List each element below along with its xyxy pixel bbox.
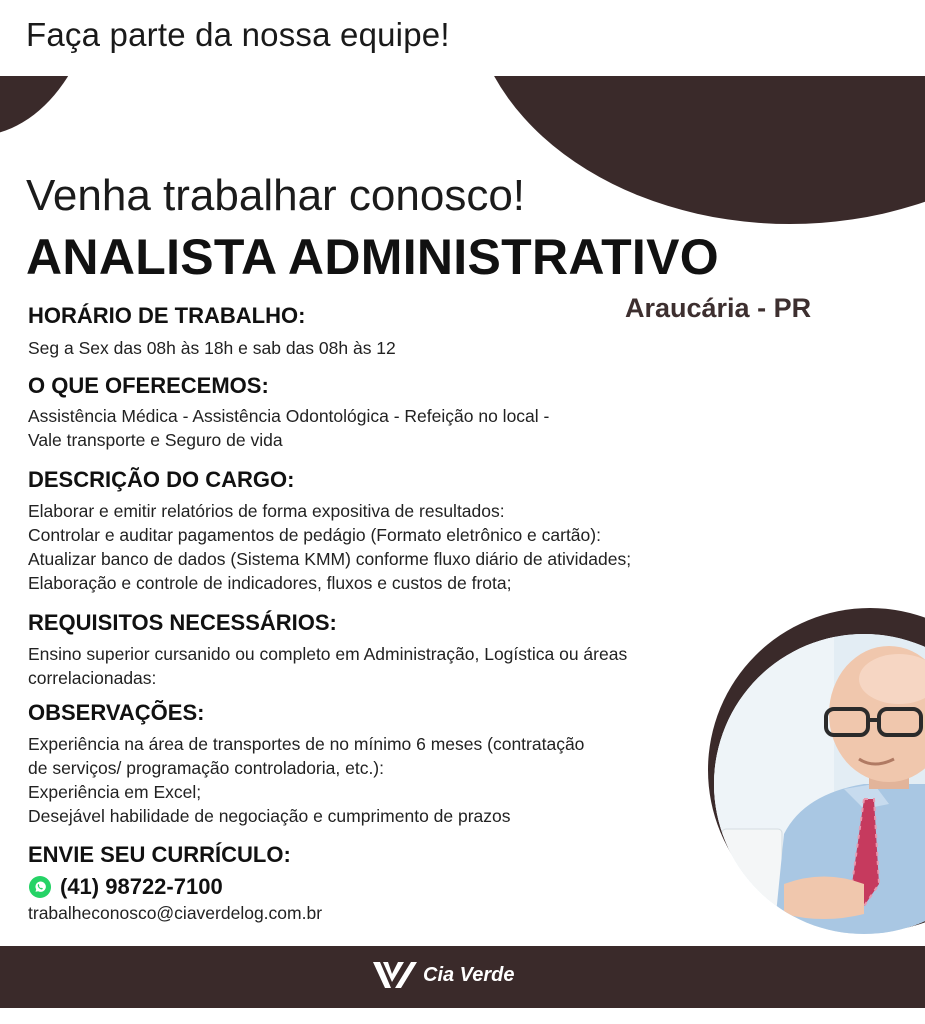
oferecemos-heading: O QUE OFERECEMOS: xyxy=(28,373,269,398)
contact-heading: ENVIE SEU CURRÍCULO: xyxy=(28,842,291,867)
descricao-heading: DESCRIÇÃO DO CARGO: xyxy=(28,467,295,492)
job-poster xyxy=(0,76,925,1024)
horario-line: Seg a Sex das 08h às 18h e sab das 08h às 12 xyxy=(28,338,396,358)
cia-verde-logo-mark xyxy=(371,958,419,992)
descricao-line: Controlar e auditar pagamentos de pedágio (Formato eletrônico e cartão): xyxy=(28,525,601,545)
requisitos-line: correlacionadas: xyxy=(28,668,157,688)
observacoes-heading: OBSERVAÇÕES: xyxy=(28,700,205,725)
oferecemos-text xyxy=(28,404,728,452)
footer-bar xyxy=(0,946,925,1008)
observacoes-text xyxy=(28,732,728,828)
requisitos-line: Ensino superior cursanido ou completo em Administração, Logística ou áreas xyxy=(28,644,628,664)
job-location: Araucária - PR xyxy=(625,293,812,323)
poster-subtitle: Venha trabalhar conosco! xyxy=(26,171,526,220)
brand-logo xyxy=(371,958,515,992)
oferecemos-line: Vale transporte e Seguro de vida xyxy=(28,430,283,450)
requisitos-heading: REQUISITOS NECESSÁRIOS: xyxy=(28,610,337,635)
header-text: Faça parte da nossa equipe! xyxy=(26,16,450,53)
descricao-line: Elaboração e controle de indicadores, fluxos e custos de frota; xyxy=(28,573,512,593)
decorative-blob-right xyxy=(470,76,925,224)
decorative-blob-left xyxy=(0,76,100,136)
observacoes-line: Experiência na área de transportes de no mínimo 6 meses (contratação xyxy=(28,734,585,754)
brand-name: Cia Verde xyxy=(423,963,515,986)
phone-number[interactable]: (41) 98722-7100 xyxy=(60,874,223,899)
observacoes-line: Desejável habilidade de negociação e cumprimento de prazos xyxy=(28,806,511,826)
phone-row xyxy=(28,874,223,900)
observacoes-line: de serviços/ programação controladoria, etc.): xyxy=(28,758,384,778)
oferecemos-line: Assistência Médica - Assistência Odontológica - Refeição no local - xyxy=(28,406,550,426)
descricao-line: Elaborar e emitir relatórios de forma expositiva de resultados: xyxy=(28,501,505,521)
job-title: ANALISTA ADMINISTRATIVO xyxy=(26,229,719,285)
top-strip xyxy=(0,0,925,76)
whatsapp-icon xyxy=(28,875,52,899)
email-address[interactable]: trabalheconosco@ciaverdelog.com.br xyxy=(28,903,323,923)
horario-heading: HORÁRIO DE TRABALHO: xyxy=(28,303,306,328)
descricao-line: Atualizar banco de dados (Sistema KMM) conforme fluxo diário de atividades; xyxy=(28,549,632,569)
observacoes-line: Experiência em Excel; xyxy=(28,782,202,802)
requisitos-text xyxy=(28,642,728,690)
descricao-text xyxy=(28,499,728,595)
horario-text xyxy=(28,336,728,360)
